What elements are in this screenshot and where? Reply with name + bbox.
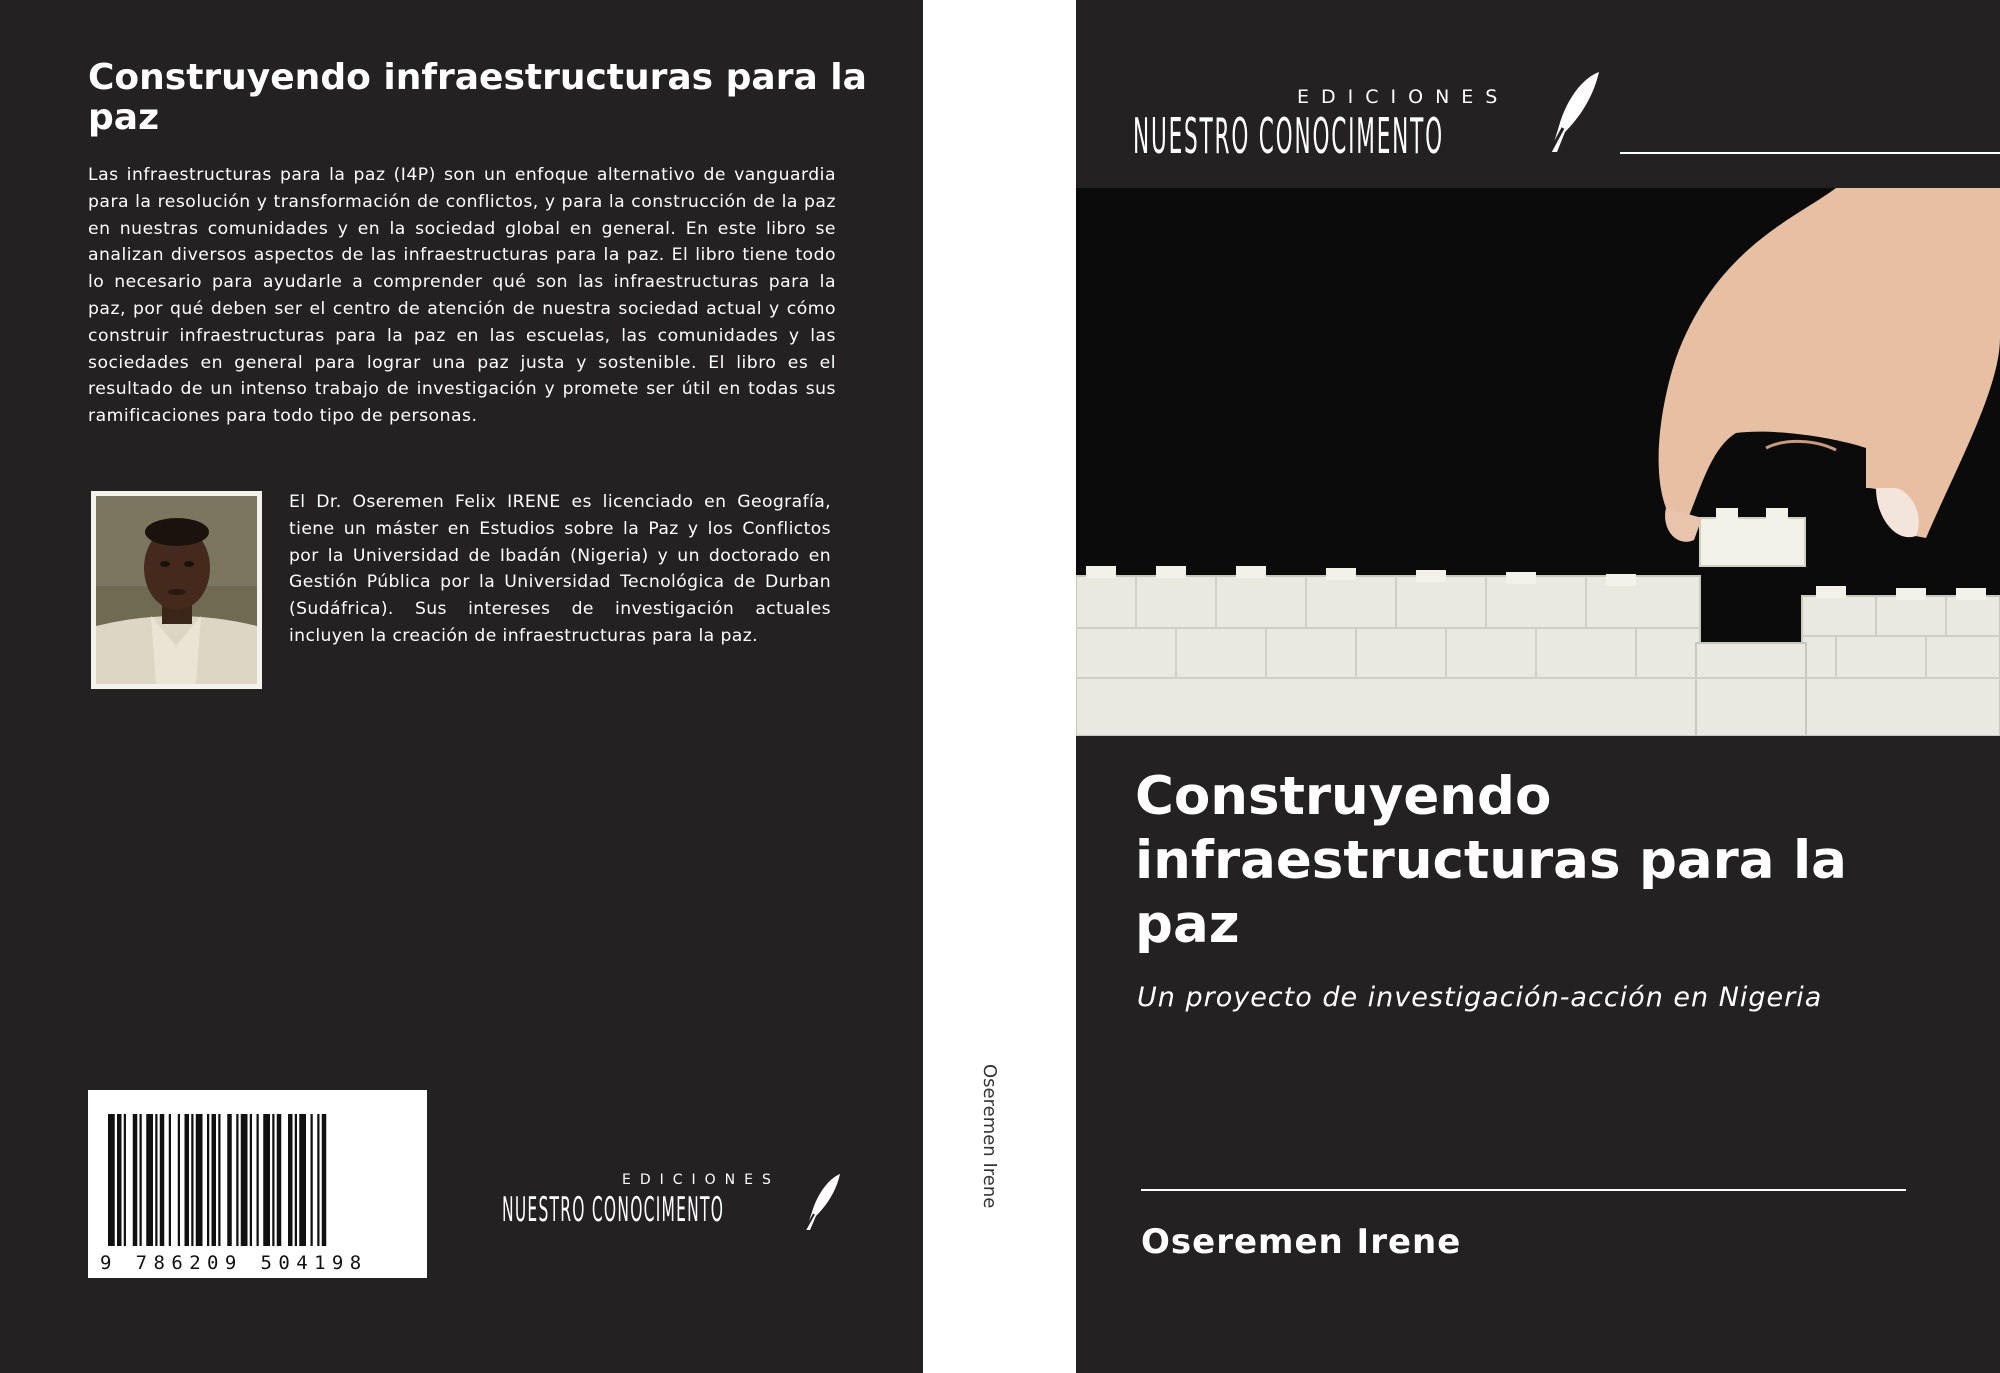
logo-top-text: EDICIONES (622, 1172, 780, 1188)
logo-bottom-text: NUESTRO CONOCIMENTO (1133, 110, 1444, 166)
barcode-bar (207, 1114, 209, 1246)
barcode-bar (155, 1114, 157, 1246)
barcode-bar (241, 1114, 248, 1246)
barcode-bar (196, 1114, 203, 1246)
barcode-bar (117, 1114, 122, 1246)
barcode-bar (227, 1114, 232, 1246)
barcode-bar (108, 1114, 115, 1246)
logo-bottom-text: NUESTRO CONOCIMENTO (502, 1190, 725, 1230)
barcode-bar (263, 1114, 270, 1246)
author-photo (91, 491, 262, 689)
barcode-bar (124, 1114, 126, 1246)
front-cover-title: Construyendo infraestructuras para la paz (1135, 766, 1847, 955)
front-cover-subtitle: Un proyecto de investigación-acción en Nigeria (1137, 982, 1823, 1013)
barcode-bar (185, 1114, 190, 1246)
pen-nib-icon (1543, 70, 1601, 156)
pen-nib-icon (800, 1172, 842, 1234)
barcode-bar (169, 1114, 171, 1246)
isbn-number: 9 786209 504198 (100, 1252, 368, 1274)
isbn-barcode (88, 1090, 427, 1278)
barcode-bar (272, 1114, 274, 1246)
barcode-bar (257, 1114, 259, 1246)
back-cover-title: Construyendo infraestructuras para la paz (88, 57, 867, 138)
front-cover-author: Oseremen Irene (1141, 1222, 1462, 1262)
barcode-bar (212, 1114, 217, 1246)
barcode-bar (140, 1114, 142, 1246)
barcode-bar (250, 1114, 252, 1246)
barcode-bar (160, 1114, 165, 1246)
logo-divider (1620, 152, 2000, 154)
barcode-bar (191, 1114, 193, 1246)
spine-author: Oseremen Irene (979, 1064, 1000, 1209)
barcode-bar (295, 1114, 297, 1246)
barcode-bar (311, 1114, 313, 1246)
cover-image (1076, 188, 2000, 736)
author-divider (1141, 1189, 1906, 1191)
publisher-logo-front (1133, 70, 1603, 166)
barcode-bars (88, 1090, 427, 1250)
publisher-logo-back (502, 1172, 842, 1242)
barcode-bar (178, 1114, 180, 1246)
back-cover-blurb: Las infraestructuras para la paz (I4P) son un enfoque alternativo de vanguardia para la resolución y transformación de conflictos, y para la construcción de la paz en nuestras comunidades y en la sociedad global en general. En este libro se analizan diversos aspectos de las infraestructuras para la paz. El libro tiene todo lo necesario para ayudarle a comprender qué son las infraestructuras para la paz, por qué deben ser el centro de atención de nuestra sociedad actual y cómo construir infraestructuras para la paz en las escuelas, las comunidades y las sociedades en general para lograr una paz justa y sostenible. El libro es el resultado de un intenso trabajo de investigación y promete ser útil en todas sus ramificaciones para todo tipo de personas. (88, 165, 836, 427)
barcode-bar (322, 1114, 327, 1246)
logo-top-text: EDICIONES (1297, 86, 1510, 108)
barcode-bar (317, 1114, 319, 1246)
barcode-bar (236, 1114, 238, 1246)
author-bio: El Dr. Oseremen Felix IRENE es licenciado en Geografía, tiene un máster en Estudios sobre la Paz y los Conflictos por la Universidad de Ibadán (Nigeria) y un doctorado en Gestión Pública por la Universidad Tecnológica de Durban (Sudáfrica). Sus intereses de investigación actuales incluyen la creación de infraestructuras para la paz. (289, 492, 831, 646)
barcode-bar (299, 1114, 306, 1246)
barcode-bar (133, 1114, 138, 1246)
barcode-bar (277, 1114, 282, 1246)
barcode-bar (146, 1114, 153, 1246)
barcode-bar (288, 1114, 293, 1246)
barcode-bar (218, 1114, 220, 1246)
